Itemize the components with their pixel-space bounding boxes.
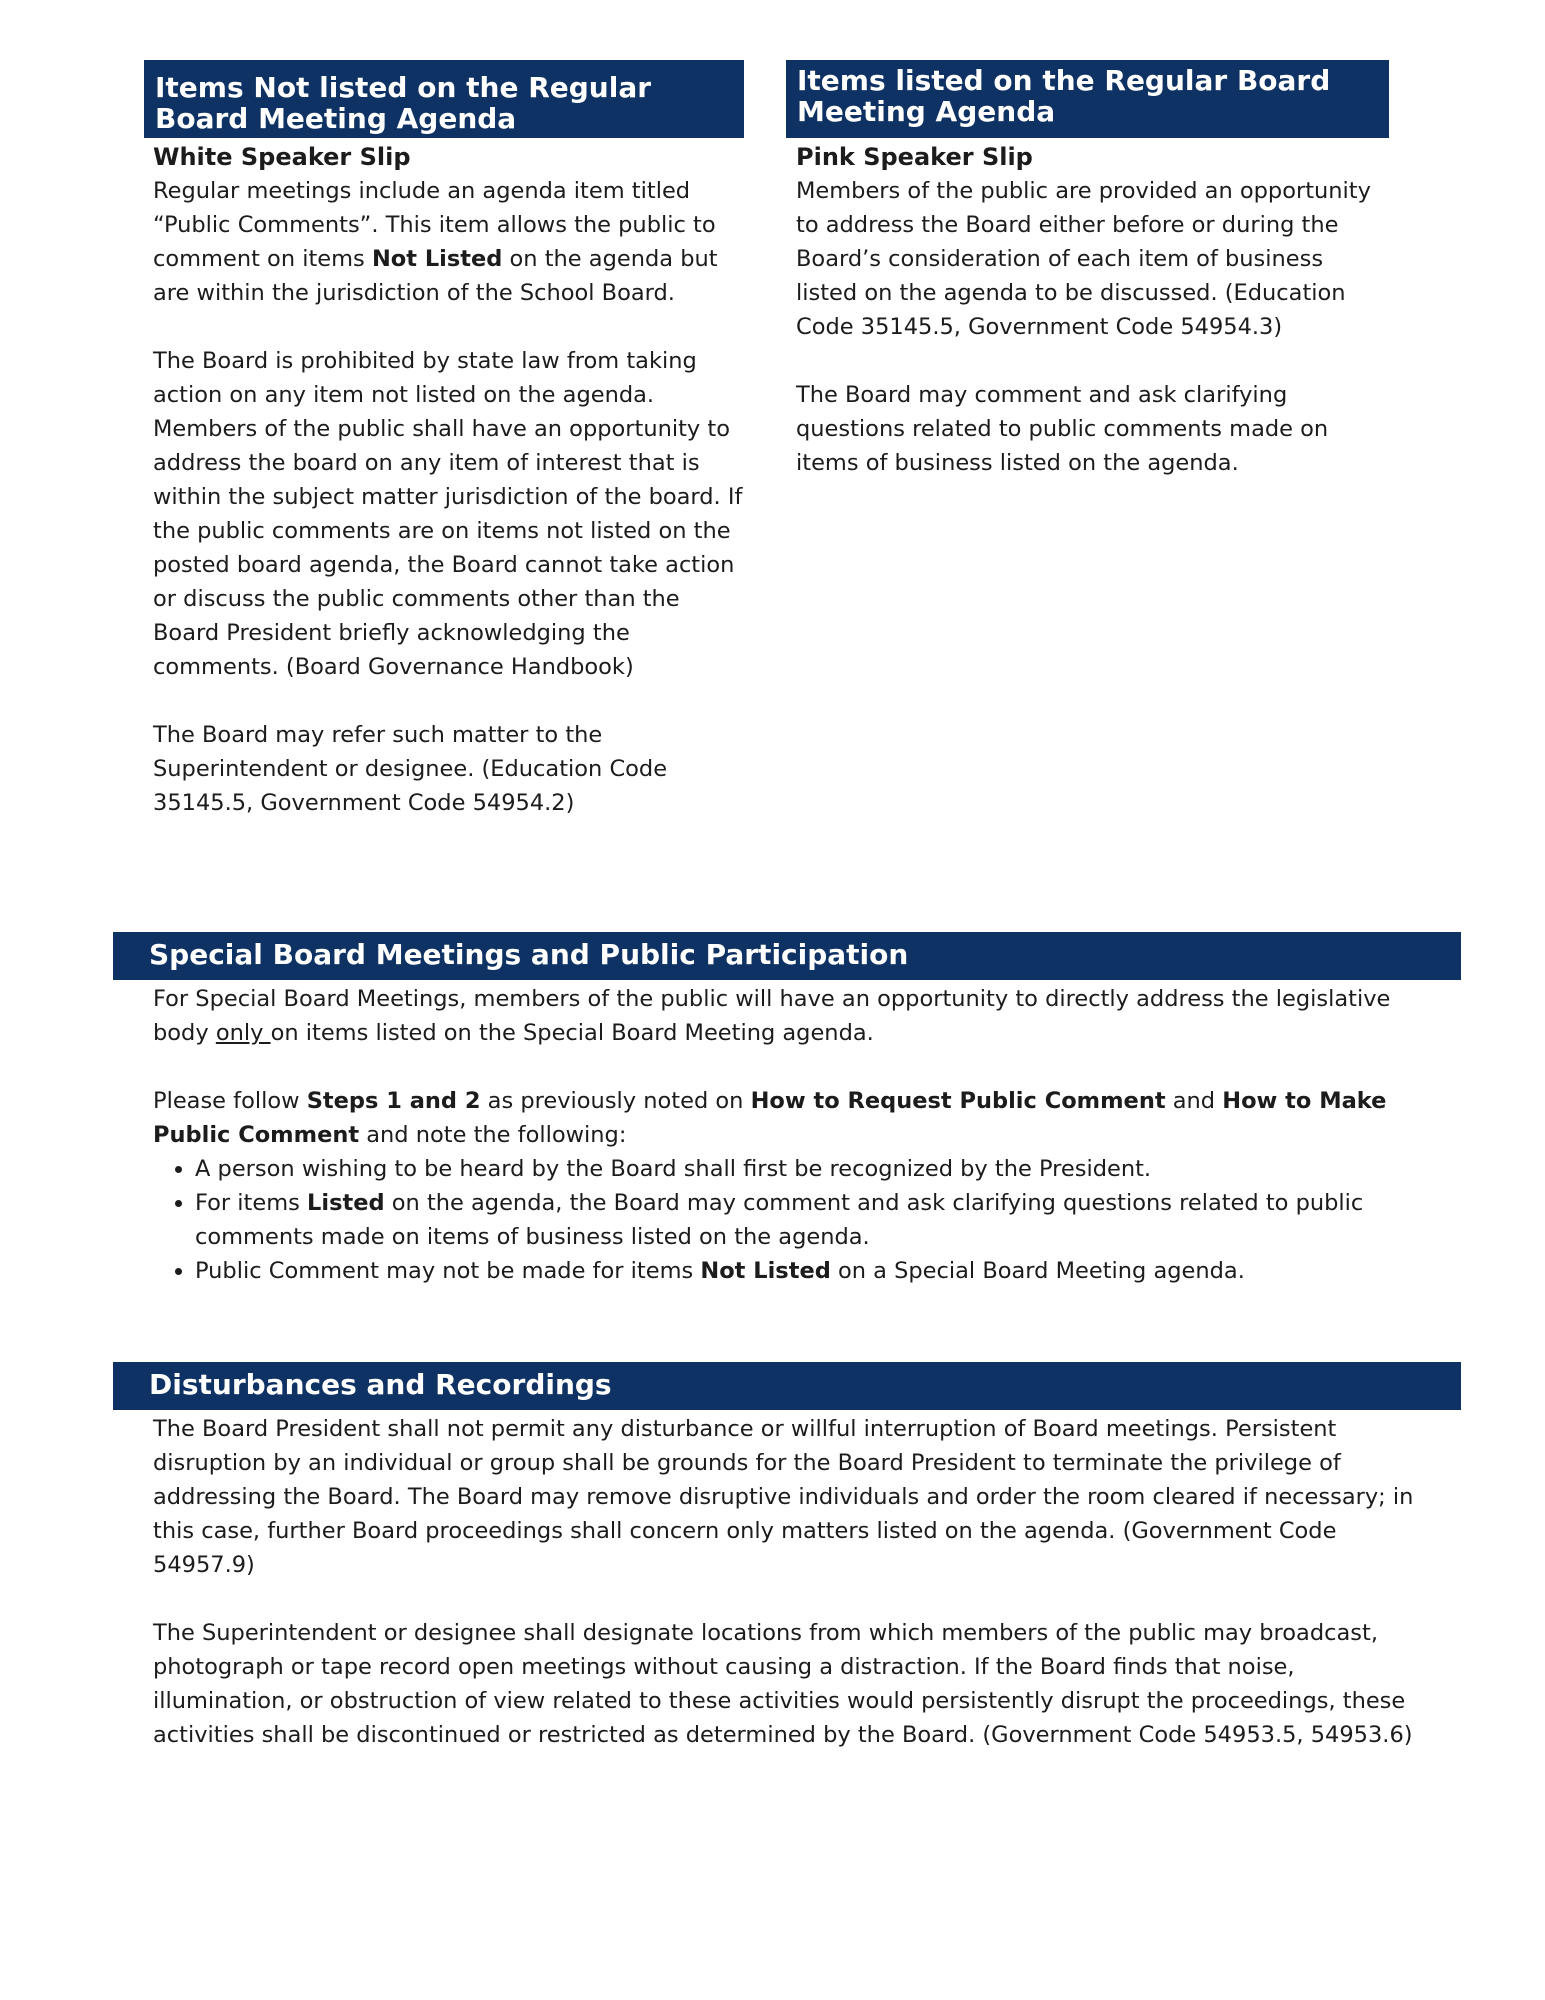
disturbances-paragraph-2: The Superintendent or designee shall designate locations from which members of the public may broadcast, photograph or tape record open meetings without causing a distraction. If the Board finds that noise, illumination, or obstruction of view related to these activities would persistently disrupt the proceedings, these activities shall be discontinued or restricted as determined by the Board. (Government Code 54953.5, 54953.6) (153, 1620, 1413, 1748)
disturbances-heading (113, 1362, 1461, 1410)
special-meetings-heading-text: Special Board Meetings and Public Participation (149, 938, 909, 971)
left-section-heading (144, 60, 744, 138)
special-meetings-body (153, 982, 1413, 1288)
disturbances-body (153, 1412, 1423, 1752)
right-paragraph-2: The Board may comment and ask clarifying questions related to public comments made on items of business listed on the agenda. (796, 382, 1329, 476)
right-section-heading-text: Items listed on the Regular Board Meeting Agenda (797, 64, 1331, 128)
left-paragraph-1: Regular meetings include an agenda item titled “Public Comments”. This item allows the public to comment on items Not Listed on the agenda but are within the jurisdiction of the School Board. (153, 178, 718, 306)
special-paragraph-1: For Special Board Meetings, members of the public will have an opportunity to directly address the legislative body only on items listed on the Special Board Meeting agenda. (153, 986, 1391, 1046)
left-section-body (153, 140, 749, 820)
list-item: • Public Comment may not be made for items Not Listed on a Special Board Meeting agenda. (195, 1254, 1413, 1288)
list-item: • For items Listed on the agenda, the Board may comment and ask clarifying questions related to public comments made on items of business listed on the agenda. (195, 1186, 1413, 1254)
special-bullet-list (153, 1152, 1413, 1288)
only-emphasis: only (215, 1020, 271, 1046)
right-section-heading (786, 60, 1389, 138)
special-meetings-heading (113, 932, 1461, 980)
left-paragraph-3: The Board may refer such matter to the Superintendent or designee. (Education Code 35145.5, Government Code 54954.2) (153, 722, 668, 816)
special-paragraph-2: Please follow Steps 1 and 2 as previously noted on How to Request Public Comment and How to Make Public Comment and note the following: (153, 1088, 1387, 1148)
disturbances-paragraph-1: The Board President shall not permit any disturbance or willful interruption of Board meetings. Persistent disruption by an individual or group shall be grounds for the Board President to terminate the privilege of addressing the Board. The Board may remove disruptive individuals and order the room cleared if necessary; in this case, further Board proceedings shall concern only matters listed on the agenda. (Government Code 54957.9) (153, 1416, 1414, 1578)
right-section-body (796, 140, 1386, 480)
right-paragraph-1: Members of the public are provided an opportunity to address the Board either before or during the Board’s consideration of each item of business listed on the agenda to be discussed. (Education Code 35145.5, Government Code 54954.3) (796, 178, 1371, 340)
left-paragraph-2: The Board is prohibited by state law from taking action on any item not listed on the agenda. Members of the public shall have an opportunity to address the board on any item of interest that is within the subject matter jurisdiction of the board. If the public comments are on items not listed on the posted board agenda, the Board cannot take action or discuss the public comments other than the Board President briefly acknowledging the comments. (Board Governance Handbook) (153, 348, 743, 680)
white-speaker-slip-label: White Speaker Slip (153, 143, 411, 171)
pink-speaker-slip-label: Pink Speaker Slip (796, 143, 1033, 171)
list-item: • A person wishing to be heard by the Board shall first be recognized by the President. (195, 1152, 1413, 1186)
not-listed-emphasis: Not Listed (371, 246, 503, 272)
disturbances-heading-text: Disturbances and Recordings (149, 1368, 612, 1401)
left-section-heading-text: Items Not listed on the Regular Board Meeting Agenda (155, 71, 652, 135)
